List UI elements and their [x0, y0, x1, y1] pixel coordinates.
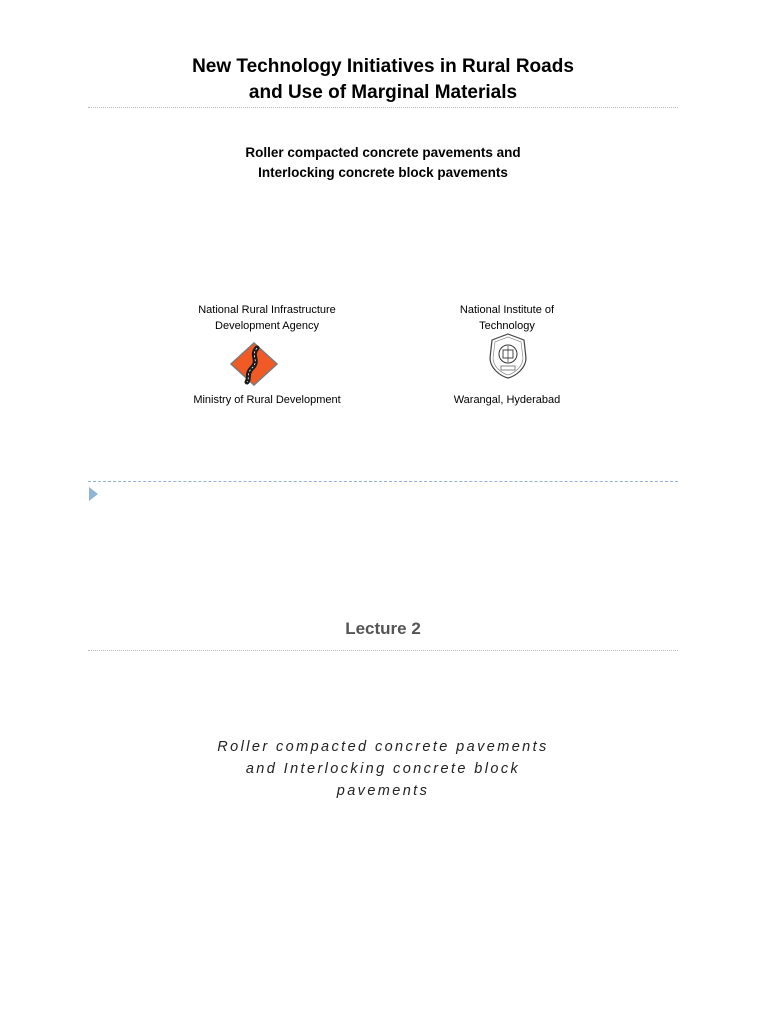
lecture-subtitle-line-2: and Interlocking concrete block	[245, 761, 521, 777]
nit-location-label: Warangal, Hyderabad	[453, 394, 561, 406]
nit-seal-logo-icon	[486, 332, 530, 380]
nit-name-line-1: National Institute of	[459, 304, 555, 316]
lecture-title-underline	[88, 650, 678, 651]
lecture-subtitle	[150, 736, 616, 802]
ministry-label: Ministry of Rural Development	[193, 394, 341, 406]
subtitle-line-2: Interlocking concrete block pavements	[258, 165, 508, 180]
slide-subtitle	[88, 143, 678, 183]
road-diamond-logo-icon	[230, 342, 278, 386]
nrida-name	[182, 302, 352, 334]
play-arrow-icon[interactable]	[89, 487, 98, 501]
main-title-line-2: and Use of Marginal Materials	[248, 82, 518, 103]
nrida-name-line-2: Development Agency	[215, 320, 319, 332]
lecture-title: Lecture 2	[345, 619, 421, 638]
lecture-subtitle-line-3: pavements	[336, 783, 430, 799]
nrida-org	[182, 302, 352, 334]
lecture-subtitle-line-1: Roller compacted concrete pavements	[217, 739, 549, 755]
main-title	[88, 54, 678, 106]
nit-name	[430, 302, 584, 334]
nrida-name-line-1: National Rural Infrastructure	[198, 304, 336, 316]
title-underline	[88, 107, 678, 108]
slide-divider	[88, 481, 678, 482]
nit-org	[430, 302, 584, 334]
subtitle-line-1: Roller compacted concrete pavements and	[245, 145, 521, 160]
main-title-line-1: New Technology Initiatives in Rural Roads	[192, 56, 574, 77]
nit-name-line-2: Technology	[479, 320, 535, 332]
